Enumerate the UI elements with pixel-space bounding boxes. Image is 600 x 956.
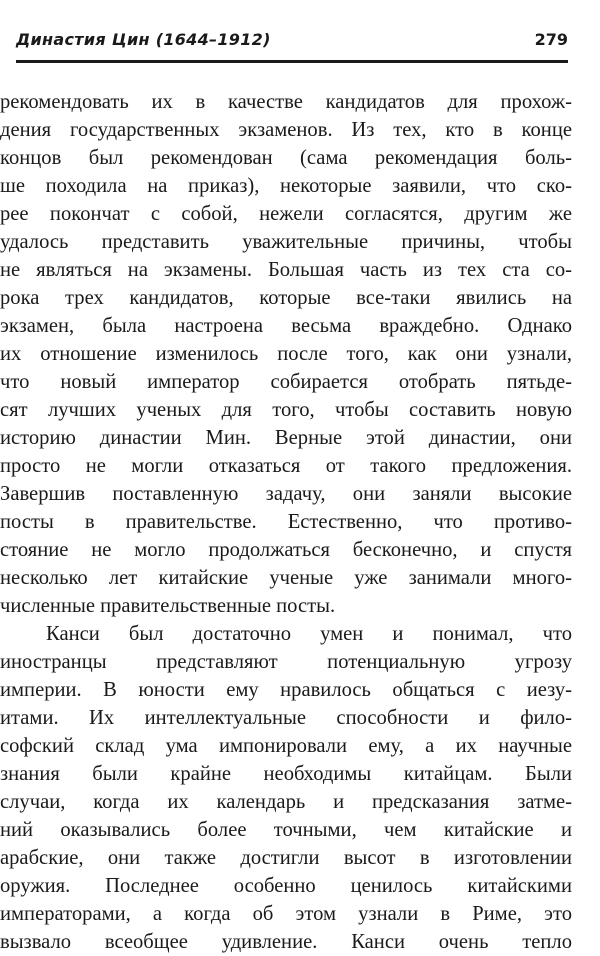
text-line: не являться на экзамены. Большая часть из тех ста со- (0, 259, 572, 281)
text-line: численные правительственные посты. (0, 595, 336, 617)
text-line: оружия. Последнее особенно ценилось китайскими (0, 875, 572, 897)
text-line: историю династии Мин. Верные этой династии, они (0, 427, 572, 449)
text-line: экзамен, была настроена весьма враждебно. Однако (0, 315, 572, 337)
text-line: что новый император собирается отобрать пятьде- (0, 371, 572, 393)
text-line: ше походила на приказ), некоторые заявили, что ско- (0, 175, 572, 197)
text-line: рекомендовать их в качестве кандидатов для прохож- (0, 91, 572, 113)
text-line: дения государственных экзаменов. Из тех, кто в конце (0, 119, 572, 141)
text-line: империи. В юности ему нравилось общаться с иезу- (0, 679, 572, 701)
text-line: просто не могли отказаться от такого предложения. (0, 455, 572, 477)
text-line: сят лучших ученых для того, чтобы составить новую (0, 399, 572, 421)
text-line: посты в правительстве. Естественно, что противо- (0, 511, 572, 533)
text-line: итами. Их интеллектуальные способности и фило- (0, 707, 572, 729)
text-line: арабские, они также достигли высот в изготовлении (0, 847, 572, 869)
text-line: ний оказывались более точными, чем китайские и (0, 819, 572, 841)
text-line: удалось представить уважительные причины, чтобы (0, 231, 572, 253)
text-line: стояние не могло продолжаться бесконечно, и спустя (0, 539, 572, 561)
text-line: Канси был достаточно умен и понимал, что (46, 623, 572, 645)
text-line: случаи, когда их календарь и предсказания затме- (0, 791, 572, 813)
running-title: Династия Цин (1644–1912) (16, 30, 271, 49)
text-line: их отношение изменилось после того, как они узнали, (0, 343, 572, 365)
body-text (0, 88, 572, 956)
text-line: вызвало всеобщее удивление. Канси очень тепло (0, 931, 572, 953)
text-line: рее покончат с собой, нежели согласятся, другим же (0, 203, 572, 225)
text-line: иностранцы представляют потенциальную угрозу (0, 651, 572, 673)
text-line: знания были крайне необходимы китайцам. Были (0, 763, 572, 785)
header-rule (16, 60, 568, 63)
text-line: Завершив поставленную задачу, они заняли высокие (0, 483, 572, 505)
text-line: концов был рекомендован (сама рекомендация боль- (0, 147, 572, 169)
page-number: 279 (534, 30, 568, 49)
text-line: несколько лет китайские ученые уже занимали много- (0, 567, 572, 589)
text-line: рока трех кандидатов, которые все-таки явились на (0, 287, 572, 309)
running-header (0, 30, 568, 54)
text-line: императорами, а когда об этом узнали в Риме, это (0, 903, 572, 925)
text-line: софский склад ума импонировали ему, а их научные (0, 735, 572, 757)
